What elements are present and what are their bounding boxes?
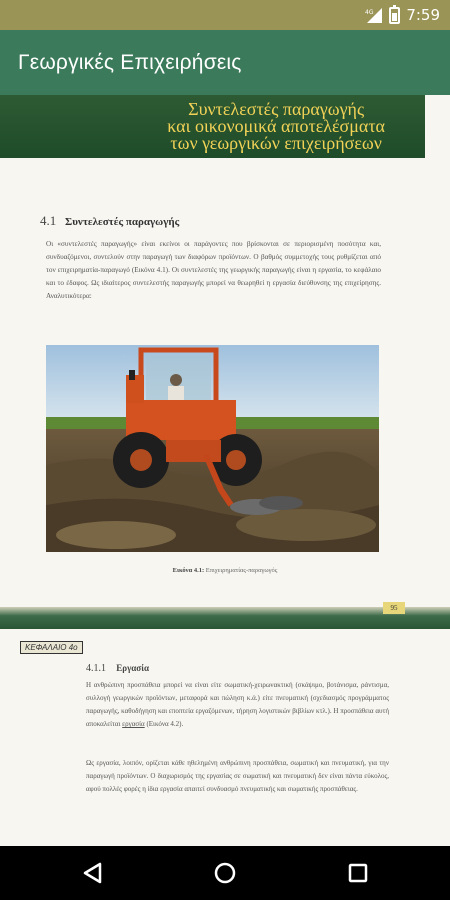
- subsection-heading: [86, 663, 149, 674]
- paragraph-1-end: (Εικόνα 4.2).: [146, 720, 184, 728]
- battery-icon: [389, 7, 400, 24]
- paragraph-1-main: Η ανθρώπινη προσπάθεια μπορεί να είναι είτε σωματική-χειρωνακτική (σκάψιμο, βοτάνισμα, ράντισμα, συλλογή γεωργικών προϊόντων, μεταφορά και πώληση κ.ά.) είτε πνευματική (σχεδιασμός προγράμματος παραγωγής, καθοδήγηση και εποπτεία εργαζόμενων, τήρηση λογιστικών βιβλίων κτλ.). Η προσπάθεια αυτή αποκαλείται: [86, 681, 389, 728]
- recents-icon[interactable]: [343, 858, 373, 888]
- chapter-heading-line-1: Συντελεστές παραγωγής: [188, 99, 365, 119]
- section-title: Συντελεστές παραγωγής: [65, 216, 180, 228]
- network-type-label: 4G: [365, 9, 374, 16]
- app-bar: [0, 30, 450, 95]
- book-page-95: [0, 95, 450, 610]
- home-icon[interactable]: [210, 858, 240, 888]
- figure-caption-label: Εικόνα 4.1:: [172, 567, 205, 574]
- figure-caption-text: Επιχειρηματίας-παραγωγός: [205, 567, 278, 574]
- section-number: 4.1: [40, 213, 57, 228]
- paragraph-1-term: εργασία: [122, 720, 145, 728]
- back-icon[interactable]: [78, 858, 108, 888]
- section-paragraph: Οι «συντελεστές παραγωγής» είναι εκείνοι οι παράγοντες που βρίσκονται σε περιορισμένη ποσότητα και, συνδυαζόμενοι, συντελούν στην παραγωγή των διαφόρων προϊόντων. Ο βαθμός συμμετοχής τους ρυθμίζεται από τον επιχειρηματία-παραγωγό (Εικόνα 4.1). Οι συντελεστές της γεωργικής παραγωγής είναι η εργασία, το κεφάλαιο και το έδαφος. Ως ιδιαίτερος συντελεστής παραγωγής μπορεί να θεωρηθεί η εργασία διεύθυνσης της επιχείρησης. Αναλυτικότερα:: [46, 240, 381, 300]
- subsection-paragraph-2: Ως εργασία, λοιπόν, ορίζεται κάθε ηθελημένη ανθρώπινη προσπάθεια, σωματική και πνευματική, για την παραγωγή προϊόντων. Ο διαχωρισμός της εργασίας σε σωματική και πνευματική δεν είναι πάντα εύκολος, αφού πολλές φορές η ίδια εργασία απαιτεί συνδυασμό πνευματικής και σωματικής προσπάθειας.: [86, 759, 389, 793]
- section-heading: [40, 213, 179, 229]
- figure-caption: [0, 567, 450, 574]
- subsection-title: Εργασία: [116, 663, 150, 673]
- navigation-bar: [0, 846, 450, 900]
- subsection-paragraph-1: [86, 679, 389, 731]
- status-icons: [365, 5, 440, 25]
- tractor-photo: [46, 345, 379, 552]
- signal-icon: [365, 7, 383, 23]
- page-number: 95: [383, 602, 405, 614]
- chapter-heading: [167, 101, 385, 152]
- clock: 7:59: [406, 6, 440, 24]
- chapter-tab: ΚΕΦΑΛΑΙΟ 4ο: [20, 641, 83, 654]
- book-page-viewer[interactable]: [0, 95, 450, 846]
- status-bar: [0, 0, 450, 30]
- book-page-96: [0, 629, 450, 846]
- chapter-heading-line-3: των γεωργικών επιχειρήσεων: [170, 133, 382, 153]
- chapter-banner: [0, 95, 425, 158]
- chapter-heading-line-2: και οικονομικά αποτελέσματα: [167, 116, 385, 136]
- app-title: Γεωργικές Επιχειρήσεις: [18, 50, 242, 74]
- subsection-number: 4.1.1: [86, 663, 106, 674]
